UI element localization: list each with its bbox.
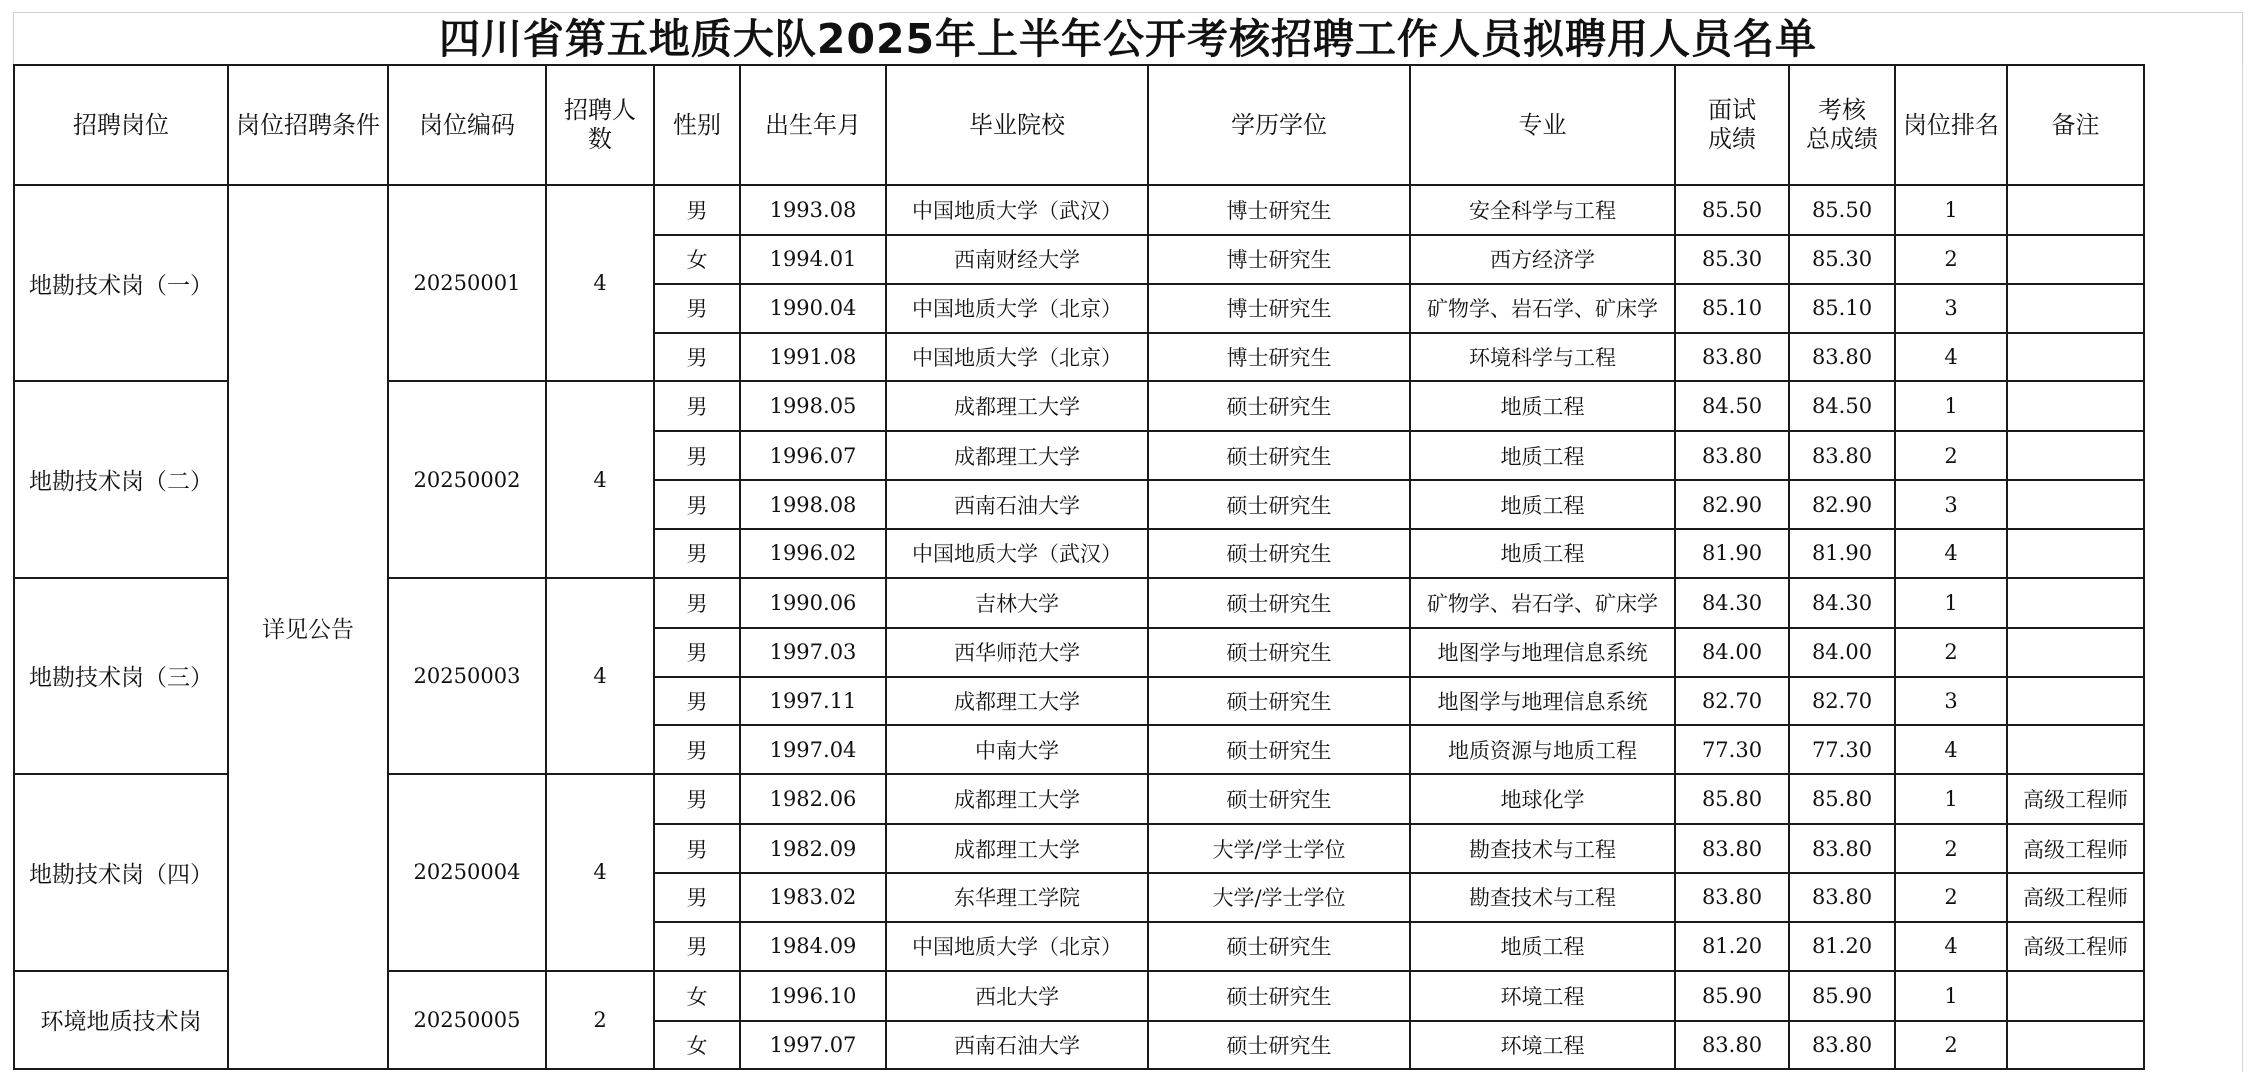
- cell-birth: 1982.09: [740, 824, 886, 873]
- cell-interview: 85.90: [1675, 971, 1789, 1021]
- cell-interview: 83.80: [1675, 1021, 1789, 1070]
- cell-gender: 男: [654, 922, 740, 971]
- cell-major: 勘查技术与工程: [1410, 873, 1675, 922]
- cell-post: 地勘技术岗（一）: [14, 185, 228, 381]
- cell-gender: 女: [654, 235, 740, 284]
- cell-total: 84.00: [1789, 628, 1895, 677]
- cell-degree: 硕士研究生: [1148, 431, 1410, 480]
- cell-total: 82.90: [1789, 480, 1895, 529]
- table-body: [14, 185, 2144, 1069]
- cell-major: 环境科学与工程: [1410, 333, 1675, 382]
- cell-interview: 84.50: [1675, 381, 1789, 431]
- cell-interview: 84.00: [1675, 628, 1789, 677]
- cell-rank: 2: [1895, 873, 2007, 922]
- cell-major: 地质工程: [1410, 381, 1675, 431]
- cell-birth: 1997.03: [740, 628, 886, 677]
- cell-total: 83.80: [1789, 431, 1895, 480]
- cell-birth: 1990.06: [740, 578, 886, 628]
- title-bar: [13, 12, 2243, 64]
- cell-school: 中国地质大学（北京）: [886, 333, 1148, 382]
- cell-interview: 85.80: [1675, 774, 1789, 824]
- cell-major: 地质工程: [1410, 922, 1675, 971]
- cell-total: 85.90: [1789, 971, 1895, 1021]
- cell-gender: 男: [654, 824, 740, 873]
- cell-gender: 男: [654, 677, 740, 726]
- cell-interview: 77.30: [1675, 725, 1789, 774]
- cell-total: 81.90: [1789, 529, 1895, 578]
- cell-total: 84.30: [1789, 578, 1895, 628]
- cell-school: 西南石油大学: [886, 480, 1148, 529]
- cell-interview: 83.80: [1675, 431, 1789, 480]
- cell-degree: 硕士研究生: [1148, 774, 1410, 824]
- header-count: 招聘人 数: [546, 65, 654, 185]
- cell-remark: [2007, 725, 2144, 774]
- cell-rank: 1: [1895, 971, 2007, 1021]
- cell-rank: 4: [1895, 333, 2007, 382]
- cell-total: 85.30: [1789, 235, 1895, 284]
- cell-degree: 硕士研究生: [1148, 529, 1410, 578]
- cell-remark: 高级工程师: [2007, 824, 2144, 873]
- cell-major: 地质工程: [1410, 529, 1675, 578]
- cell-total: 83.80: [1789, 873, 1895, 922]
- cell-gender: 男: [654, 628, 740, 677]
- cell-interview: 85.30: [1675, 235, 1789, 284]
- header-school: 毕业院校: [886, 65, 1148, 185]
- cell-total: 83.80: [1789, 824, 1895, 873]
- cell-degree: 博士研究生: [1148, 284, 1410, 333]
- cell-school: 吉林大学: [886, 578, 1148, 628]
- header-interview: 面试 成绩: [1675, 65, 1789, 185]
- cell-rank: 2: [1895, 1021, 2007, 1070]
- cell-major: 安全科学与工程: [1410, 185, 1675, 235]
- cell-birth: 1991.08: [740, 333, 886, 382]
- cell-remark: [2007, 628, 2144, 677]
- cell-major: 地图学与地理信息系统: [1410, 628, 1675, 677]
- cell-rank: 1: [1895, 774, 2007, 824]
- cell-birth: 1994.01: [740, 235, 886, 284]
- cell-birth: 1982.06: [740, 774, 886, 824]
- cell-birth: 1996.02: [740, 529, 886, 578]
- cell-birth: 1983.02: [740, 873, 886, 922]
- cell-interview: 85.10: [1675, 284, 1789, 333]
- cell-major: 环境工程: [1410, 971, 1675, 1021]
- cell-birth: 1997.11: [740, 677, 886, 726]
- cell-count: 2: [546, 971, 654, 1070]
- cell-remark: [2007, 431, 2144, 480]
- cell-degree: 硕士研究生: [1148, 480, 1410, 529]
- header-conditions: 岗位招聘条件: [228, 65, 388, 185]
- cell-remark: [2007, 381, 2144, 431]
- cell-code: 20250002: [388, 381, 546, 577]
- header-post: 招聘岗位: [14, 65, 228, 185]
- cell-total: 83.80: [1789, 333, 1895, 382]
- cell-major: 地球化学: [1410, 774, 1675, 824]
- cell-rank: 2: [1895, 824, 2007, 873]
- cell-degree: 大学/学士学位: [1148, 824, 1410, 873]
- cell-remark: [2007, 480, 2144, 529]
- cell-major: 西方经济学: [1410, 235, 1675, 284]
- cell-interview: 82.70: [1675, 677, 1789, 726]
- cell-gender: 男: [654, 333, 740, 382]
- cell-total: 84.50: [1789, 381, 1895, 431]
- cell-total: 83.80: [1789, 1021, 1895, 1070]
- cell-rank: 1: [1895, 185, 2007, 235]
- header-remark: 备注: [2007, 65, 2144, 185]
- header-major: 专业: [1410, 65, 1675, 185]
- cell-count: 4: [546, 185, 654, 381]
- cell-birth: 1998.05: [740, 381, 886, 431]
- cell-code: 20250004: [388, 774, 546, 970]
- cell-major: 地质资源与地质工程: [1410, 725, 1675, 774]
- cell-total: 77.30: [1789, 725, 1895, 774]
- cell-major: 环境工程: [1410, 1021, 1675, 1070]
- cell-gender: 男: [654, 480, 740, 529]
- cell-count: 4: [546, 381, 654, 577]
- cell-interview: 82.90: [1675, 480, 1789, 529]
- cell-post: 地勘技术岗（三）: [14, 578, 228, 774]
- cell-degree: 硕士研究生: [1148, 971, 1410, 1021]
- cell-post: 地勘技术岗（二）: [14, 381, 228, 577]
- hiring-table: [13, 64, 2145, 1070]
- cell-remark: [2007, 185, 2144, 235]
- cell-gender: 男: [654, 284, 740, 333]
- cell-gender: 男: [654, 431, 740, 480]
- cell-rank: 3: [1895, 480, 2007, 529]
- cell-birth: 1990.04: [740, 284, 886, 333]
- cell-school: 中国地质大学（武汉）: [886, 529, 1148, 578]
- cell-birth: 1996.10: [740, 971, 886, 1021]
- cell-interview: 83.80: [1675, 824, 1789, 873]
- cell-interview: 83.80: [1675, 333, 1789, 382]
- cell-post: 地勘技术岗（四）: [14, 774, 228, 970]
- cell-rank: 4: [1895, 922, 2007, 971]
- cell-rank: 2: [1895, 628, 2007, 677]
- cell-rank: 4: [1895, 725, 2007, 774]
- cell-major: 矿物学、岩石学、矿床学: [1410, 578, 1675, 628]
- cell-gender: 男: [654, 529, 740, 578]
- cell-gender: 男: [654, 774, 740, 824]
- cell-degree: 硕士研究生: [1148, 628, 1410, 677]
- cell-rank: 3: [1895, 677, 2007, 726]
- cell-rank: 2: [1895, 431, 2007, 480]
- cell-rank: 4: [1895, 529, 2007, 578]
- page-title: 四川省第五地质大队2025年上半年公开考核招聘工作人员拟聘用人员名单: [438, 15, 1818, 63]
- cell-code: 20250003: [388, 578, 546, 774]
- cell-code: 20250005: [388, 971, 546, 1070]
- grid-edge: [2151, 64, 2243, 1072]
- cell-remark: [2007, 971, 2144, 1021]
- cell-total: 85.80: [1789, 774, 1895, 824]
- cell-birth: 1993.08: [740, 185, 886, 235]
- cell-gender: 男: [654, 578, 740, 628]
- cell-school: 东华理工学院: [886, 873, 1148, 922]
- cell-remark: [2007, 529, 2144, 578]
- cell-total: 85.50: [1789, 185, 1895, 235]
- cell-gender: 男: [654, 185, 740, 235]
- cell-degree: 硕士研究生: [1148, 381, 1410, 431]
- header-row: [14, 65, 2144, 185]
- cell-school: 中国地质大学（北京）: [886, 922, 1148, 971]
- cell-total: 82.70: [1789, 677, 1895, 726]
- cell-school: 中国地质大学（北京）: [886, 284, 1148, 333]
- cell-remark: 高级工程师: [2007, 774, 2144, 824]
- cell-school: 成都理工大学: [886, 677, 1148, 726]
- cell-conditions: 详见公告: [228, 185, 388, 1069]
- cell-school: 西华师范大学: [886, 628, 1148, 677]
- cell-birth: 1997.04: [740, 725, 886, 774]
- cell-rank: 2: [1895, 235, 2007, 284]
- cell-degree: 大学/学士学位: [1148, 873, 1410, 922]
- cell-remark: [2007, 235, 2144, 284]
- cell-total: 85.10: [1789, 284, 1895, 333]
- header-rank: 岗位排名: [1895, 65, 2007, 185]
- cell-degree: 博士研究生: [1148, 235, 1410, 284]
- cell-school: 成都理工大学: [886, 824, 1148, 873]
- cell-rank: 1: [1895, 381, 2007, 431]
- cell-remark: [2007, 578, 2144, 628]
- cell-rank: 1: [1895, 578, 2007, 628]
- cell-birth: 1998.08: [740, 480, 886, 529]
- cell-interview: 84.30: [1675, 578, 1789, 628]
- cell-degree: 硕士研究生: [1148, 677, 1410, 726]
- cell-count: 4: [546, 774, 654, 970]
- table-row: [14, 185, 2144, 235]
- header-birth: 出生年月: [740, 65, 886, 185]
- header-code: 岗位编码: [388, 65, 546, 185]
- header-total: 考核 总成绩: [1789, 65, 1895, 185]
- cell-birth: 1984.09: [740, 922, 886, 971]
- cell-degree: 硕士研究生: [1148, 922, 1410, 971]
- cell-remark: [2007, 677, 2144, 726]
- cell-degree: 博士研究生: [1148, 185, 1410, 235]
- header-gender: 性别: [654, 65, 740, 185]
- cell-interview: 83.80: [1675, 873, 1789, 922]
- cell-major: 地质工程: [1410, 431, 1675, 480]
- cell-degree: 硕士研究生: [1148, 1021, 1410, 1070]
- cell-major: 地质工程: [1410, 480, 1675, 529]
- cell-remark: [2007, 284, 2144, 333]
- cell-remark: 高级工程师: [2007, 873, 2144, 922]
- cell-gender: 男: [654, 725, 740, 774]
- cell-remark: [2007, 333, 2144, 382]
- cell-school: 西南财经大学: [886, 235, 1148, 284]
- cell-rank: 3: [1895, 284, 2007, 333]
- cell-birth: 1997.07: [740, 1021, 886, 1070]
- cell-post: 环境地质技术岗: [14, 971, 228, 1070]
- cell-interview: 85.50: [1675, 185, 1789, 235]
- cell-code: 20250001: [388, 185, 546, 381]
- cell-remark: [2007, 1021, 2144, 1070]
- cell-birth: 1996.07: [740, 431, 886, 480]
- cell-degree: 硕士研究生: [1148, 578, 1410, 628]
- cell-degree: 博士研究生: [1148, 333, 1410, 382]
- cell-major: 勘查技术与工程: [1410, 824, 1675, 873]
- cell-gender: 女: [654, 1021, 740, 1070]
- header-degree: 学历学位: [1148, 65, 1410, 185]
- cell-school: 成都理工大学: [886, 381, 1148, 431]
- cell-major: 地图学与地理信息系统: [1410, 677, 1675, 726]
- cell-interview: 81.20: [1675, 922, 1789, 971]
- cell-remark: 高级工程师: [2007, 922, 2144, 971]
- cell-school: 西南石油大学: [886, 1021, 1148, 1070]
- cell-count: 4: [546, 578, 654, 774]
- cell-school: 西北大学: [886, 971, 1148, 1021]
- cell-degree: 硕士研究生: [1148, 725, 1410, 774]
- cell-gender: 男: [654, 873, 740, 922]
- cell-school: 中国地质大学（武汉）: [886, 185, 1148, 235]
- cell-school: 成都理工大学: [886, 774, 1148, 824]
- cell-interview: 81.90: [1675, 529, 1789, 578]
- cell-school: 中南大学: [886, 725, 1148, 774]
- cell-total: 81.20: [1789, 922, 1895, 971]
- cell-gender: 男: [654, 381, 740, 431]
- cell-school: 成都理工大学: [886, 431, 1148, 480]
- cell-gender: 女: [654, 971, 740, 1021]
- cell-major: 矿物学、岩石学、矿床学: [1410, 284, 1675, 333]
